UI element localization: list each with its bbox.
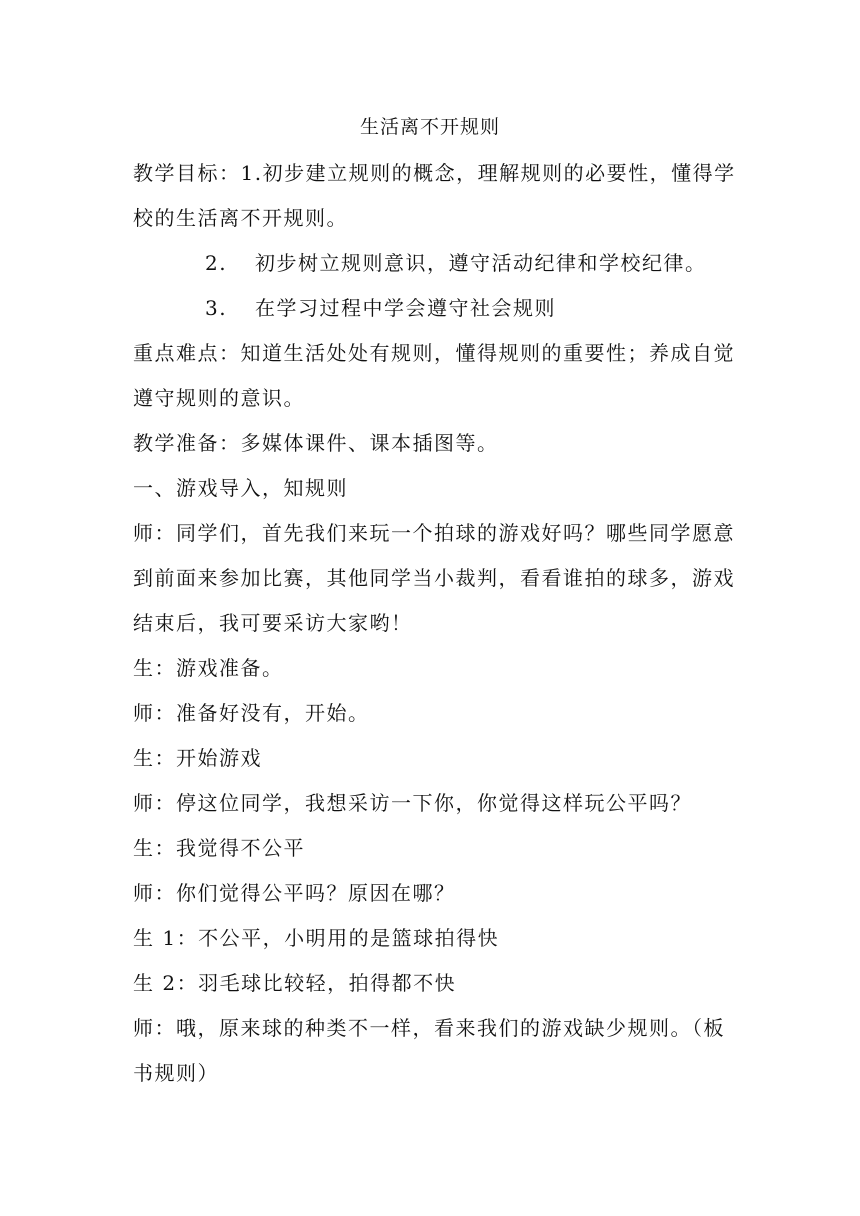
objective-number: 2. xyxy=(205,251,228,275)
paragraph-objectives: 教学目标：1.初步建立规则的概念，理解规则的必要性，懂得学 xyxy=(133,161,736,185)
objective-text: 在学习过程中学会遵守社会规则 xyxy=(255,296,556,320)
document-title: 生活离不开规则 xyxy=(359,116,500,138)
section-heading: 一、游戏导入，知规则 xyxy=(133,476,348,500)
dialogue-line: 师：停这位同学，我想采访一下你，你觉得这样玩公平吗？ xyxy=(133,791,692,815)
dialogue-line: 生 2：羽毛球比较轻，拍得都不快 xyxy=(133,971,457,995)
paragraph-objectives-cont: 校的生活离不开规则。 xyxy=(133,206,348,230)
objective-text: 初步树立规则意识，遵守活动纪律和学校纪律。 xyxy=(255,251,707,275)
objective-number: 3. xyxy=(205,296,228,320)
dialogue-line: 生：开始游戏 xyxy=(133,746,262,770)
dialogue-line: 结束后，我可要采访大家哟！ xyxy=(133,611,413,635)
objective-item-2 xyxy=(133,241,733,286)
dialogue-line: 生 1：不公平，小明用的是篮球拍得快 xyxy=(133,926,500,950)
paragraph-key-points: 重点难点：知道生活处处有规则，懂得规则的重要性；养成自觉 xyxy=(133,341,735,365)
dialogue-line: 师：你们觉得公平吗？原因在哪？ xyxy=(133,881,456,905)
dialogue-line: 到前面来参加比赛，其他同学当小裁判，看看谁拍的球多，游戏 xyxy=(133,566,735,590)
dialogue-line: 师：同学们，首先我们来玩一个拍球的游戏好吗？哪些同学愿意 xyxy=(133,521,735,545)
paragraph-key-points-cont: 遵守规则的意识。 xyxy=(133,386,305,410)
dialogue-line: 书规则） xyxy=(133,1061,219,1085)
dialogue-line: 生：我觉得不公平 xyxy=(133,836,305,860)
dialogue-line: 师：哦，原来球的种类不一样，看来我们的游戏缺少规则。（板 xyxy=(133,1016,725,1040)
paragraph-preparation: 教学准备：多媒体课件、课本插图等。 xyxy=(133,431,499,455)
dialogue-line: 师：准备好没有，开始。 xyxy=(133,701,370,725)
document-body xyxy=(133,151,736,1096)
objective-item-3 xyxy=(133,286,733,331)
dialogue-line: 生：游戏准备。 xyxy=(133,656,284,680)
